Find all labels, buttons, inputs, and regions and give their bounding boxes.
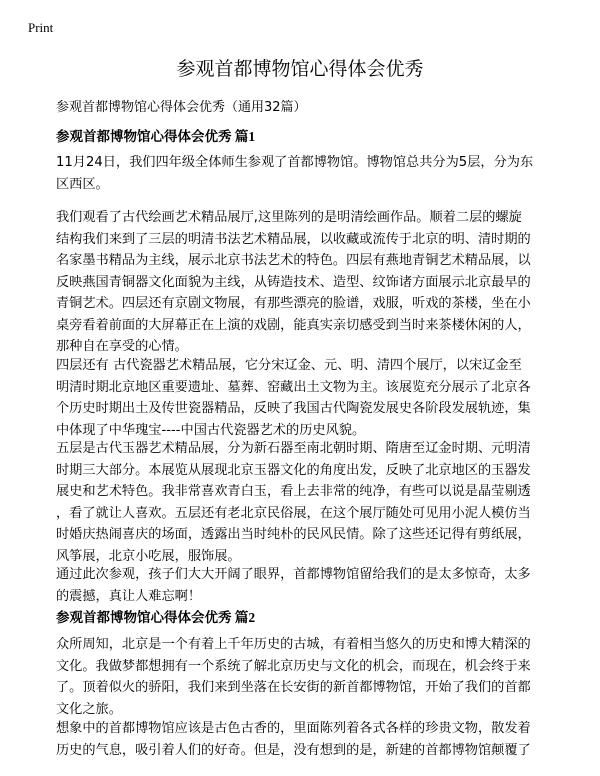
- text-line: 的震撼，真让人难忘啊！: [56, 588, 202, 604]
- text-line: 文化。我做梦都想拥有一个系统了解北京历史与文化的机会，而现在，机会终于来: [56, 658, 531, 674]
- text-line: 文化之旅。: [56, 701, 122, 717]
- text-line: 名家墨书精品为主线，展示北京书法艺术的特色。四层有燕地青铜艺术精品展，以: [56, 253, 531, 268]
- text-line: 时婚庆热闹喜庆的场面，透露出当时纯朴的民风民情。除了这些还记得有剪纸展，: [56, 527, 531, 542]
- text-line: 历史的气息，吸引着人们的好奇。但是，没有想到的是，新建的首都博物馆颠覆了: [56, 742, 531, 758]
- section-heading-1: 参观首都博物馆心得体会优秀 篇1: [56, 129, 256, 144]
- text-line: 展史和艺术特色。我非常喜欢青白玉，看上去非常的纯净，有些可以说是晶莹剔透: [56, 484, 531, 499]
- text-line: 想象中的首都博物馆应该是古色古香的，里面陈列着各式各样的珍贵文物，散发着: [56, 721, 531, 736]
- text-line: 我们观看了古代绘画艺术精品展厅,这里陈列的是明清绘画作品。顺着二层的螺旋: [56, 210, 522, 225]
- text-line: 风筝展，北京小吃展，服饰展。: [56, 548, 241, 564]
- text-line: 结构我们来到了三层的明清书法艺术精品展，以收藏或流传于北京的明、清时期的: [56, 231, 531, 247]
- text-line: 桌旁看着前面的大屏幕正在上演的戏剧，能真实亲切感受到当时来茶楼休闲的人，: [56, 317, 531, 333]
- text-line: 众所周知，北京是一个有着上千年历史的古城，有着相当悠久的历史和博大精深的: [56, 637, 531, 652]
- text-line: 通过此次参观，孩子们大大开阔了眼界，首都博物馆留给我们的是太多惊奇，太多: [56, 567, 531, 582]
- paragraph-1-2: [56, 207, 546, 358]
- section-heading-2: 参观首都博物馆心得体会优秀 篇2: [56, 610, 256, 625]
- paragraph-1-1: [56, 152, 546, 195]
- text-line: 时期三大部分。本展览从展现北京玉器文化的角度出发，反映了北京地区的玉器发: [56, 462, 531, 478]
- print-link[interactable]: Print: [28, 20, 54, 35]
- text-line: 那种自在享受的心情。: [56, 339, 188, 354]
- text-line: 11月24日，我们四年级全体师生参观了首都博物馆。博物馆总共分为5层，分为东: [56, 155, 534, 170]
- paragraph-2-1: [56, 634, 546, 720]
- text-line: 明清时期北京地区重要遗址、墓葬、窑藏出土文物为主。该展览充分展示了北京各: [56, 379, 531, 395]
- text-line: 四层还有 古代瓷器艺术精品展，它分宋辽金、元、明、清四个展厅，以宋辽金至: [56, 358, 522, 373]
- page-title: 参观首都博物馆心得体会优秀: [176, 58, 424, 80]
- paragraph-1-5: [56, 564, 546, 607]
- text-line: 了。顶着似火的骄阳，我们来到坐落在长安街的新首都博物馆，开始了我们的首都: [56, 680, 531, 695]
- paragraph-2-2: [56, 718, 546, 761]
- text-line: 青铜艺术。四层还有京剧文物展，有那些漂亮的脸谱，戏服，听戏的茶楼，坐在小: [56, 296, 531, 311]
- paragraph-1-3: [56, 355, 546, 441]
- text-line: 反映燕国青铜器文化面貌为主线，从铸造技术、造型、纹饰诸方面展示北京最早的: [56, 274, 531, 290]
- text-line: 五层是古代玉器艺术精品展，分为新石器至南北朝时期、隋唐至辽金时期、元明清: [56, 441, 531, 456]
- text-line: 个历史时期出土及传世瓷器精品，反映了我国古代陶瓷发展史各阶段发展轨迹，集: [56, 401, 531, 416]
- text-line: ，看了就让人喜欢。五层还有老北京民俗展，在这个展厅随处可见用小泥人模仿当: [56, 505, 531, 521]
- text-line: 区西区。: [56, 176, 109, 192]
- document-subtitle: 参观首都博物馆心得体会优秀（通用32篇）: [56, 100, 307, 115]
- paragraph-1-4: [56, 438, 546, 567]
- text-line: 中体现了中华瑰宝----中国古代瓷器艺术的历史风貌。: [56, 422, 366, 438]
